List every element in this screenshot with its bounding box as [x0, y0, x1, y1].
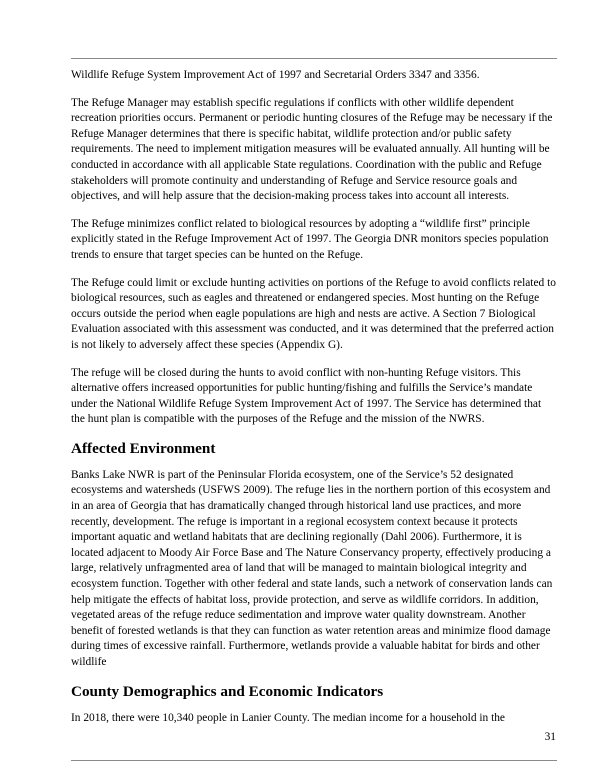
- paragraph-affected-environment: Banks Lake NWR is part of the Peninsular Florida ecosystem, one of the Service’s 52 designated ecosystems and watersheds (USFWS 2009). The refuge lies in the northern portion of this ecosystem and in an area of Georgia that has dramatically changed through historical land use practices, and more recently, development. The refuge is important in a regional ecosystem context because it protects important aquatic and wetland habitats that are declining regionally (Dahl 2006). Furthermore, it is located adjacent to Moody Air Force Base and The Nature Conservancy property, effectively producing a large, relatively unfragmented area of land that will be managed to maintain biological integrity and ecosystem function. Together with other federal and state lands, such a network of conservation lands can help mitigate the effects of habitat loss, provide protection, and serve as wildlife corridors. In addition, vegetated areas of the refuge reduce sedimentation and improve water quality downstream. Another benefit of forested wetlands is that they can function as water retention areas and minimize flood damage during times of excessive rainfall. Furthermore, wetlands provide a valuable habitat for birds and other wildlife: [71, 468, 553, 668]
- heading-affected-environment: Affected Environment: [71, 439, 216, 457]
- paragraph-refuge-manager-regulations: The Refuge Manager may establish specific regulations if conflicts with other wildlife dependent recreation priorities occurs. Permanent or periodic hunting closures of the Refuge may be necessary if the Refuge Manager determines that there is specific habitat, wildlife protection and/or public safety requirements. The need to implement mitigation measures will be evaluated annually. All hunting will be conducted in accordance with all applicable State regulations. Coordination with the public and Refuge stakeholders will promote continuity and understanding of Refuge and Service resource goals and objectives, and will help assure that the decision-making process takes into account all interests.: [71, 96, 553, 203]
- paragraph-county-demographics: In 2018, there were 10,340 people in Lanier County. The median income for a household in the: [71, 711, 505, 724]
- page-body: [71, 68, 557, 738]
- heading-county-demographics: County Demographics and Economic Indicators: [71, 682, 384, 700]
- paragraph-wildlife-first: The Refuge minimizes conflict related to biological resources by adopting a “wildlife first” principle explicitly stated in the Refuge Improvement Act of 1997. The Georgia DNR monitors species population trends to ensure that target species can be hunted on the Refuge.: [71, 217, 549, 261]
- page-number: 31: [544, 731, 556, 743]
- paragraph-act-continuation: Wildlife Refuge System Improvement Act of 1997 and Secretarial Orders 3347 and 3356.: [71, 69, 480, 81]
- footer-rule: [71, 760, 557, 761]
- paragraph-refuge-closure: The refuge will be closed during the hunts to avoid conflict with non-hunting Refuge visitors. This alternative offers increased opportunities for public hunting/fishing and fulfills the Service’s mandate under the National Wildlife Refuge System Improvement Act of 1997. The Service has determined that the hunt plan is compatible with the purposes of the Refuge and the mission of the NWRS.: [71, 366, 542, 426]
- paragraph-limit-hunting: The Refuge could limit or exclude hunting activities on portions of the Refuge to avoid conflicts related to biological resources, such as eagles and threatened or endangered species. Most hunting on the Refuge occurs outside the period when eagle populations are high and nests are active. A Section 7 Biological Evaluation associated with this assessment was conducted, and it was determined that the preferred action is not likely to adversely affect these species (Appendix G).: [71, 276, 556, 351]
- header-rule: [71, 58, 557, 59]
